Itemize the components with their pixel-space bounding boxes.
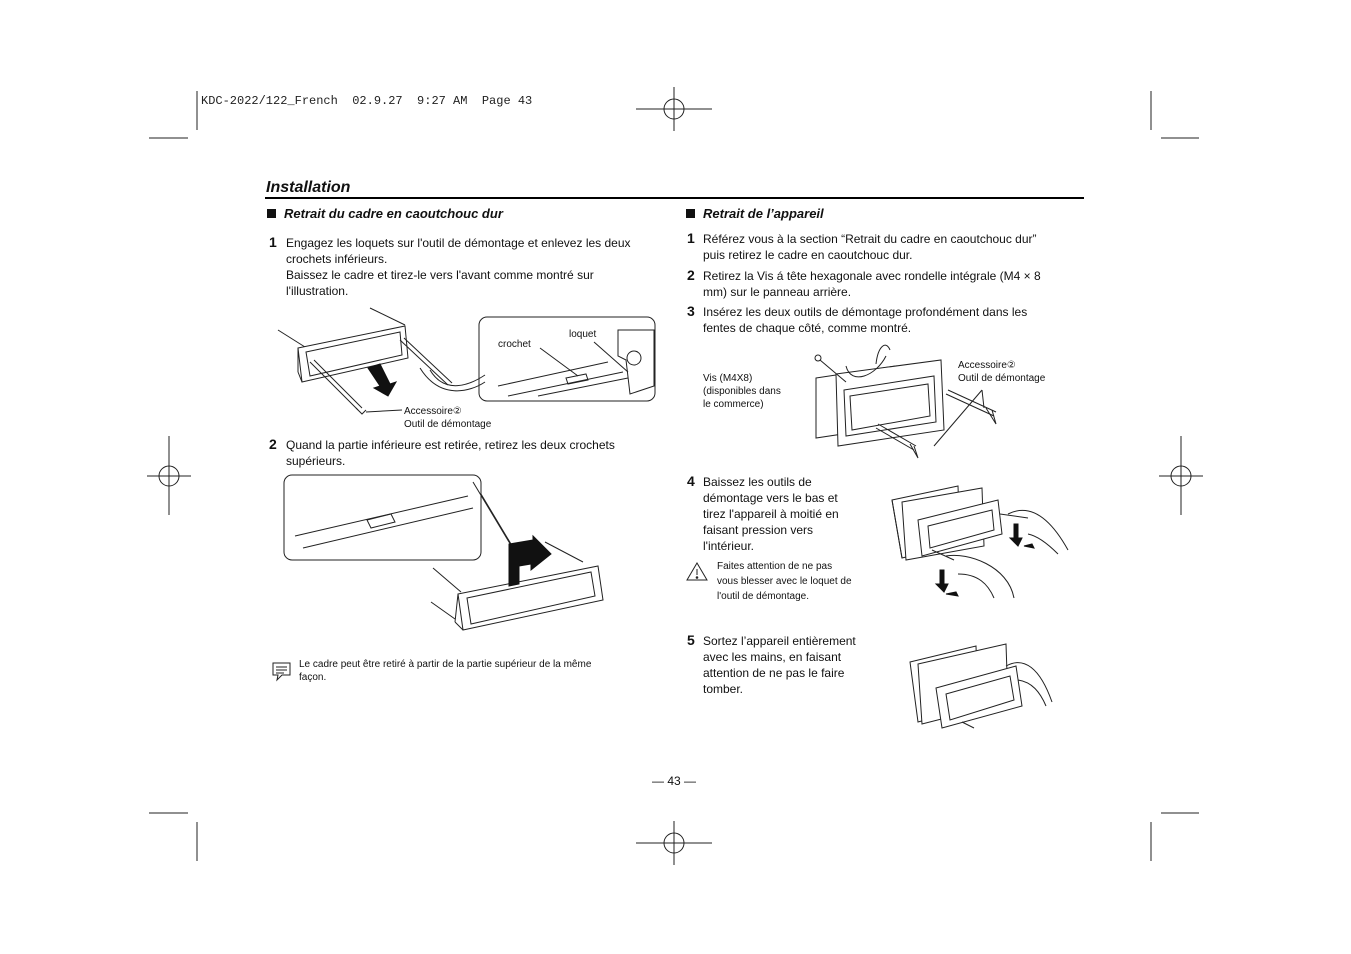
right-step-2-number: 2: [687, 267, 695, 283]
figure-pull-half: [888, 474, 1078, 604]
label-accessory-1: Accessoire②: [404, 406, 462, 417]
right-step-5-text: Sortez l’appareil entièrement avec les mains, en faisant attention de ne pas le faire tomber.: [703, 634, 856, 696]
label-tool-1: Outil de démontage: [404, 419, 492, 430]
page-title: Installation: [266, 179, 351, 196]
label-loquet: loquet: [569, 329, 597, 340]
left-section-heading: Retrait du cadre en caoutchouc dur: [267, 206, 503, 221]
label-screw: Vis (M4X8) (disponibles dans le commerce): [703, 373, 781, 410]
note-icon: [270, 660, 294, 682]
left-step-1-number: 1: [269, 234, 277, 250]
figure-inset-latch: [478, 316, 658, 404]
print-header: KDC-2022/122_French 02.9.27 9:27 AM Page 43: [201, 94, 533, 108]
page-number: — 43 —: [652, 774, 697, 788]
right-step-2-text: Retirez la Vis á tête hexagonale avec rondelle intégrale (M4 × 8 mm) sur le panneau arrière.: [703, 269, 1041, 299]
warning-text: Faites attention de ne pas vous blesser avec le loquet de l'outil de démontage.: [717, 561, 852, 602]
left-note-text: Le cadre peut être retiré à partir de la partie supérieur de la même façon.: [299, 659, 592, 683]
right-step-1-number: 1: [687, 230, 695, 246]
label-tool-2: Outil de démontage: [958, 373, 1046, 384]
right-step-5-number: 5: [687, 632, 695, 648]
left-step-2-number: 2: [269, 436, 277, 452]
warning-icon: [686, 561, 710, 583]
square-bullet-icon: [267, 209, 276, 218]
figure-pull-full: [906, 636, 1066, 736]
right-step-1-text: Référez vous à la section “Retrait du cadre en caoutchouc dur” puis retirez le cadre en caoutchouc dur.: [703, 232, 1037, 262]
right-step-4-number: 4: [687, 473, 695, 489]
right-step-3-number: 3: [687, 303, 695, 319]
figure-upper-hooks: [283, 474, 623, 644]
right-step-4-text: Baissez les outils de démontage vers le bas et tirez l'appareil à moitié en faisant pression vers l'intérieur.: [703, 475, 839, 553]
left-step-1-text: Engagez les loquets sur l'outil de démontage et enlevez les deux crochets inférieurs. Baissez le cadre et tirez-le vers l'avant comme montré sur l'illustration.: [286, 236, 631, 298]
square-bullet-icon: [686, 209, 695, 218]
title-rule: [265, 197, 1084, 199]
label-accessory-2: Accessoire②: [958, 360, 1016, 371]
right-step-3-text: Insérez les deux outils de démontage profondément dans les fentes de chaque côté, comme montré.: [703, 305, 1028, 335]
label-crochet: crochet: [498, 339, 531, 350]
left-step-2-text: Quand la partie inférieure est retirée, retirez les deux crochets supérieurs.: [286, 438, 615, 468]
right-section-heading: Retrait de l’appareil: [686, 206, 824, 221]
